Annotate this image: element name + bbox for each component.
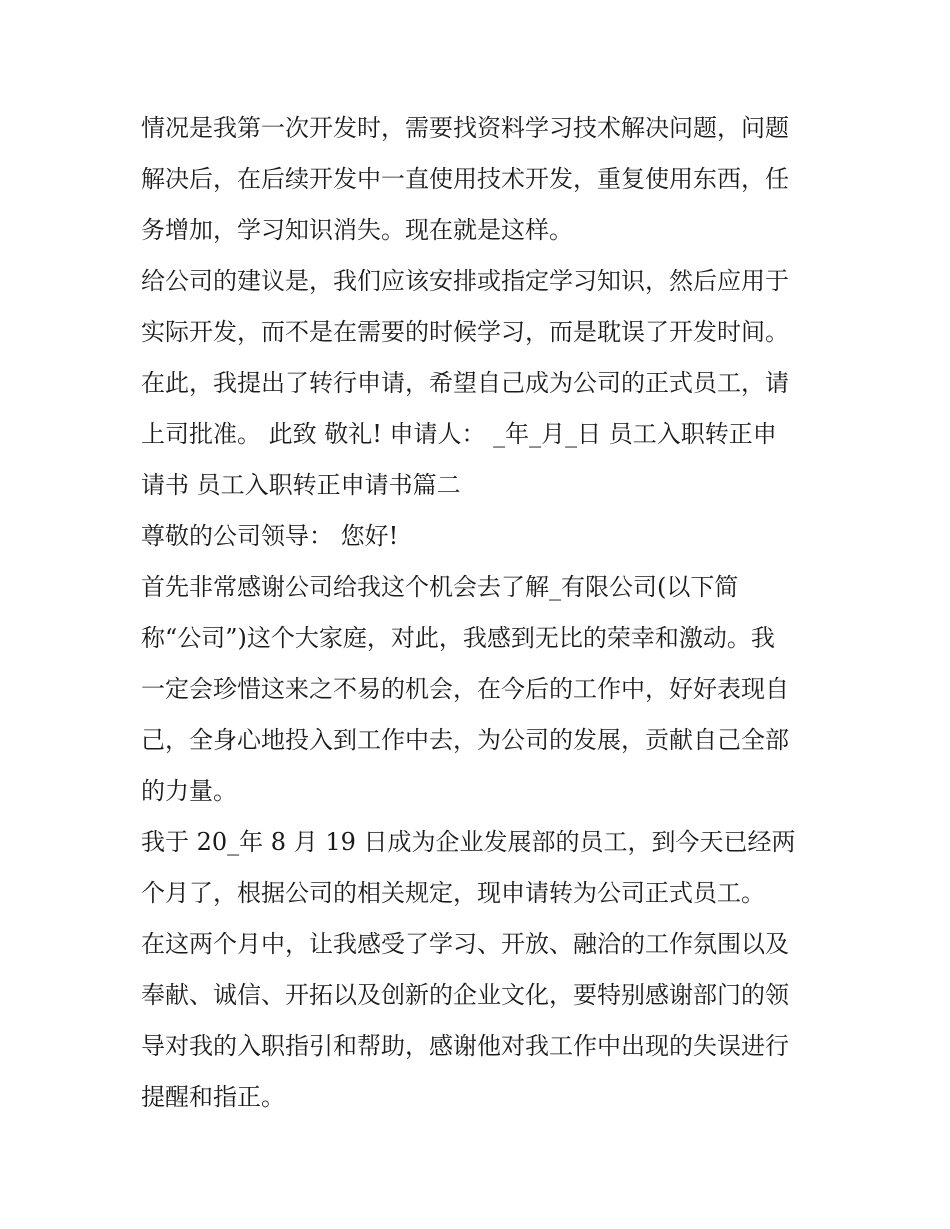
text-line: 一定会珍惜这来之不易的机会，在今后的工作中，好好表现自: [141, 675, 789, 703]
paragraph-dev-situation: [141, 103, 821, 256]
text-line: 个月了，根据公司的相关规定，现申请转为公司正式员工。: [141, 879, 765, 907]
text-line: 务增加，学习知识消失。现在就是这样。: [141, 216, 573, 244]
text-line: 称“公司”)这个大家庭，对此，我感到无比的荣幸和激动。我: [141, 624, 775, 652]
text-line: 首先非常感谢公司给我这个机会去了解_有限公司(以下简: [141, 573, 739, 601]
text-line: 的力量。: [141, 777, 237, 805]
paragraph-application-closing: [141, 358, 821, 511]
text-line: 尊敬的公司领导： 您好!: [141, 522, 399, 550]
text-line: 请书 员工入职转正申请书篇二: [141, 471, 461, 499]
text-line: 情况是我第一次开发时，需要找资料学习技术解决问题，问题: [141, 114, 789, 142]
text-line: 实际开发，而不是在需要的时候学习，而是耽误了开发时间。: [141, 318, 789, 346]
paragraph-suggestion: [141, 256, 821, 358]
paragraph-two-months: [141, 919, 821, 1123]
text-line: 奉献、诚信、开拓以及创新的企业文化，要特别感谢部门的领: [141, 981, 789, 1009]
text-line: 我于 20_年 8 月 19 日成为企业发展部的员工，到今天已经两: [141, 828, 796, 856]
text-line: 在这两个月中，让我感受了学习、开放、融洽的工作氛围以及: [141, 930, 789, 958]
text-line: 己，全身心地投入到工作中去，为公司的发展，贡献自己全部: [141, 726, 789, 754]
paragraph-join-date: [141, 817, 821, 919]
text-line: 解决后，在后续开发中一直使用技术开发，重复使用东西，任: [141, 165, 789, 193]
text-line: 在此，我提出了转行申请，希望自己成为公司的正式员工，请: [141, 369, 789, 397]
paragraph-salutation: [141, 511, 821, 562]
text-line: 提醒和指正。: [141, 1083, 285, 1111]
text-line: 给公司的建议是，我们应该安排或指定学习知识，然后应用于: [141, 267, 789, 295]
text-line: 导对我的入职指引和帮助，感谢他对我工作中出现的失误进行: [141, 1032, 789, 1060]
document-body: [141, 103, 821, 1123]
paragraph-thanks: [141, 562, 821, 817]
text-line: 上司批准。 此致 敬礼! 申请人： _年_月_日 员工入职转正申: [141, 420, 777, 448]
